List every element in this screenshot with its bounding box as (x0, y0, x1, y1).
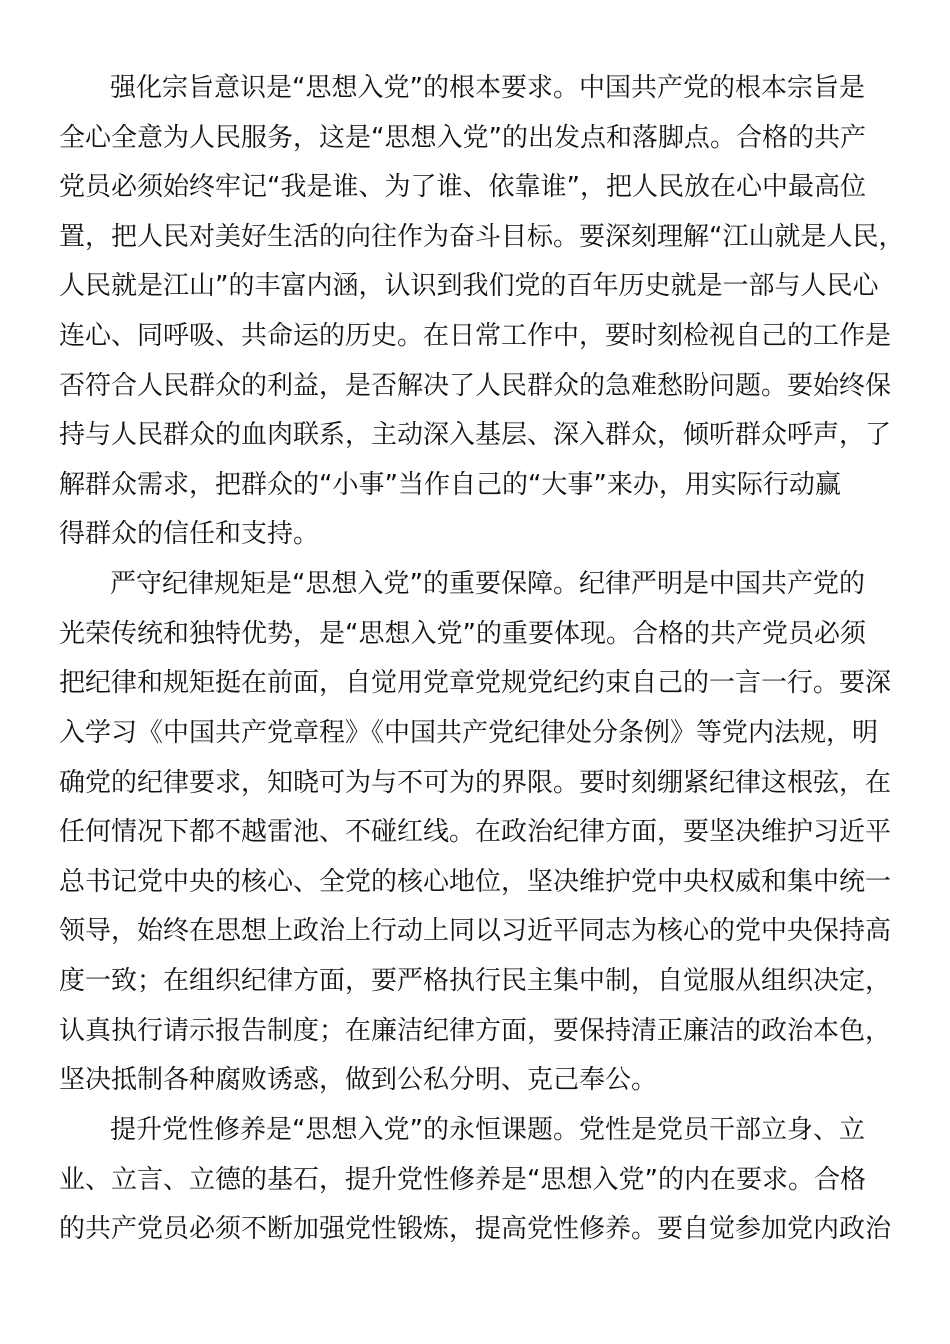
text-line: 连心、同呼吸、共命运的历史。在日常工作中，要时刻检视自己的工作是 (59, 321, 892, 351)
text-line: 领导，始终在思想上政治上行动上同以习近平同志为核心的党中央保持高 (59, 916, 892, 946)
text-line: 得群众的信任和支持。 (59, 519, 320, 549)
text-line: 把纪律和规矩挺在前面，自觉用党章党规党纪约束自己的一言一行。要深 (59, 668, 892, 698)
text-line: 解群众需求，把群众的“小事”当作自己的“大事”来办，用实际行动赢 (59, 470, 841, 500)
text-line: 强化宗旨意识是“思想入党”的根本要求。中国共产党的根本宗旨是 (110, 73, 865, 103)
text-line: 全心全意为人民服务，这是“思想入党”的出发点和落脚点。合格的共产 (59, 123, 866, 153)
text-line: 认真执行请示报告制度；在廉洁纪律方面，要保持清正廉洁的政治本色， (59, 1016, 892, 1046)
text-line: 坚决抵制各种腐败诱惑，做到公私分明、克己奉公。 (59, 1065, 658, 1095)
text-line: 度一致；在组织纪律方面，要严格执行民主集中制，自觉服从组织决定， (59, 966, 892, 996)
text-line: 严守纪律规矩是“思想入党”的重要保障。纪律严明是中国共产党的 (110, 569, 865, 599)
text-line: 党员必须始终牢记“我是谁、为了谁、依靠谁”，把人民放在心中最高位 (59, 172, 866, 202)
text-line: 业、立言、立德的基石，提升党性修养是“思想入党”的内在要求。合格 (59, 1165, 866, 1195)
text-line: 持与人民群众的血肉联系，主动深入基层、深入群众，倾听群众呼声，了 (59, 420, 892, 450)
text-line: 的共产党员必须不断加强党性锻炼，提高党性修养。要自觉参加党内政治 (59, 1214, 892, 1244)
text-line: 入学习《中国共产党章程》《中国共产党纪律处分条例》等党内法规，明 (59, 718, 879, 748)
text-line: 光荣传统和独特优势，是“思想入党”的重要体现。合格的共产党员必须 (59, 619, 866, 649)
text-line: 提升党性修养是“思想入党”的永恒课题。党性是党员干部立身、立 (110, 1115, 865, 1145)
text-line: 置，把人民对美好生活的向往作为奋斗目标。要深刻理解“江山就是人民， (59, 222, 905, 252)
text-line: 确党的纪律要求，知晓可为与不可为的界限。要时刻绷紧纪律这根弦，在 (59, 768, 892, 798)
text-line: 否符合人民群众的利益，是否解决了人民群众的急难愁盼问题。要始终保 (59, 371, 892, 401)
text-line: 任何情况下都不越雷池、不碰红线。在政治纪律方面，要坚决维护习近平 (59, 817, 892, 847)
text-line: 总书记党中央的核心、全党的核心地位，坚决维护党中央权威和集中统一 (59, 867, 892, 897)
text-line: 人民就是江山”的丰富内涵，认识到我们党的百年历史就是一部与人民心 (59, 271, 879, 301)
